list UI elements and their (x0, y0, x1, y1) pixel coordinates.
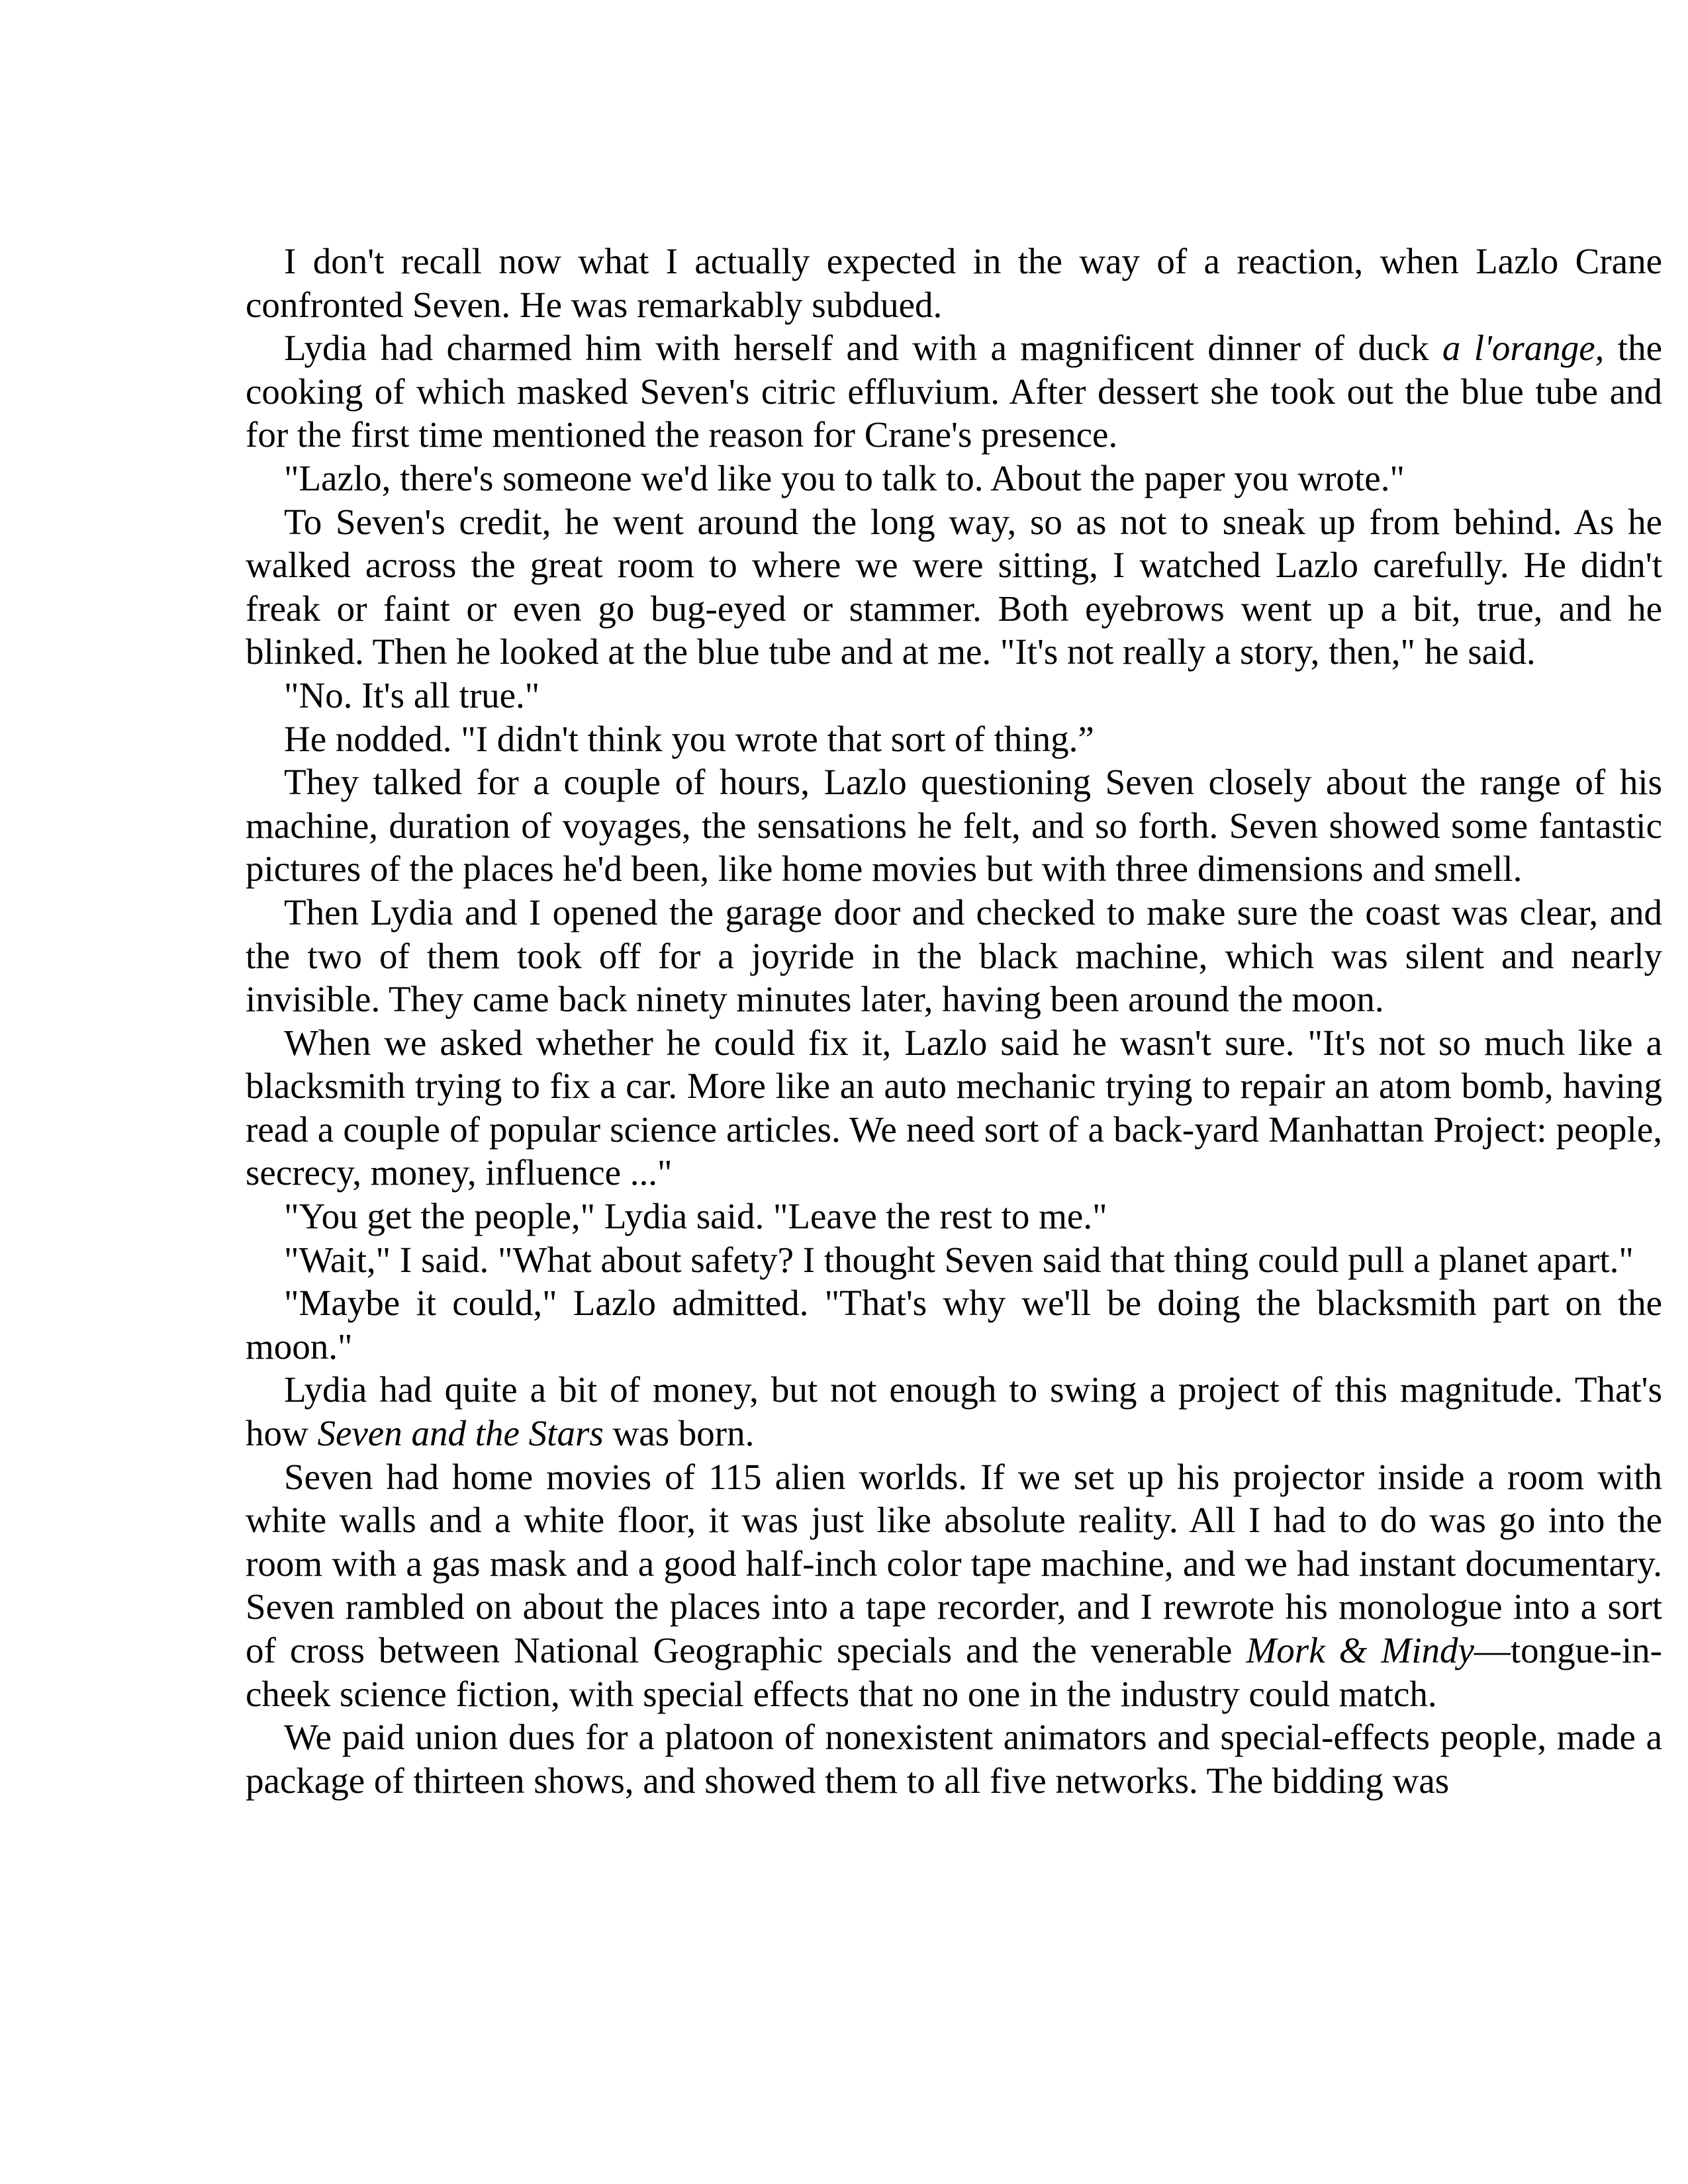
text-run: We paid union dues for a platoon of nonexistent animators and special-effects people, made a package of thirteen shows, and showed them to all five networks. The bidding was (246, 1717, 1662, 1801)
text-run: Lydia had charmed him with herself and with a magnificent dinner of duck (284, 328, 1442, 369)
paragraph (246, 1238, 1662, 1282)
text-run: the cooking of which masked Seven's citric effluvium. After dessert she took out the blue tube and for the first time mentioned the reason for Crane's presence. (246, 328, 1662, 455)
text-run: "Lazlo, there's someone we'd like you to talk to. About the paper you wrote." (284, 457, 1405, 498)
paragraph (246, 1715, 1662, 1802)
text-run: Seven had home movies of 115 alien worlds. If we set up his projector inside a room with white walls and a white floor, it was just like absolute reality. All I had to do was go into the room with a gas mask and a good half-inch color tape machine, and we had instant documentary. Seven rambled on about the places into a tape recorder, and I rewrote his monologue into a sort of cross between National Geographic specials and the venerable (246, 1456, 1662, 1670)
text-run: To Seven's credit, he went around the long way, so as not to sneak up from behind. As he walked across the great room to where we were sitting, I watched Lazlo carefully. He didn't freak or faint or even go bug-eyed or stammer. Both eyebrows went up a bit, true, and he blinked. Then he looked at the blue tube and at me. "It's not really a story, then," he said. (246, 501, 1662, 672)
text-run: They talked for a couple of hours, Lazlo questioning Seven closely about the range of his machine, duration of voyages, the sensations he felt, and so forth. Seven showed some fantastic pictures of the places he'd been, like home movies but with three dimensions and smell. (246, 762, 1662, 889)
text-run: "No. It's all true." (284, 674, 540, 715)
page-body (246, 240, 1662, 1802)
text-run: When we asked whether he could fix it, Lazlo said he wasn't sure. "It's not so much like a blacksmith trying to fix a car. More like an auto mechanic trying to repair an atom bomb, having read a couple of popular science articles. We need sort of a back-yard Manhattan Project: people, secrecy, money, influence ..." (246, 1022, 1662, 1193)
text-run: I don't recall now what I actually expected in the way of a reaction, when Lazlo Crane confronted Seven. He was remarkably subdued. (246, 241, 1662, 325)
text-run: —tongue-in-cheek science fiction, with special effects that no one in the industry could match. (246, 1630, 1662, 1714)
paragraph (246, 674, 1662, 717)
italic-text-run: Seven and the Stars (317, 1413, 604, 1454)
paragraph (246, 717, 1662, 761)
paragraph (246, 500, 1662, 674)
text-run: "Wait," I said. "What about safety? I thought Seven said that thing could pull a planet apart." (284, 1239, 1634, 1280)
paragraph (246, 1368, 1662, 1455)
paragraph (246, 1195, 1662, 1238)
paragraph (246, 1455, 1662, 1716)
paragraph (246, 891, 1662, 1021)
text-run: Then Lydia and I opened the garage door and checked to make sure the coast was clear, and the two of them took off for a joyride in the black machine, which was silent and nearly invisible. They came back ninety minutes later, having been around the moon. (246, 891, 1662, 1020)
paragraph (246, 240, 1662, 326)
italic-text-run: Mork & Mindy (1246, 1630, 1474, 1670)
text-run: was born. (603, 1413, 755, 1454)
paragraph (246, 1281, 1662, 1368)
text-run: "Maybe it could," Lazlo admitted. "That's why we'll be doing the blacksmith part on the moon." (246, 1283, 1662, 1367)
text-run: Lydia had quite a bit of money, but not enough to swing a project of this magnitude. That's how (246, 1369, 1662, 1454)
paragraph (246, 326, 1662, 457)
paragraph (246, 457, 1662, 500)
text-run: "You get the people," Lydia said. "Leave the rest to me." (284, 1196, 1107, 1237)
italic-text-run: a l'orange, (1442, 328, 1605, 369)
text-run: He nodded. "I didn't think you wrote that sort of thing.” (284, 718, 1094, 759)
paragraph (246, 760, 1662, 891)
paragraph (246, 1021, 1662, 1195)
